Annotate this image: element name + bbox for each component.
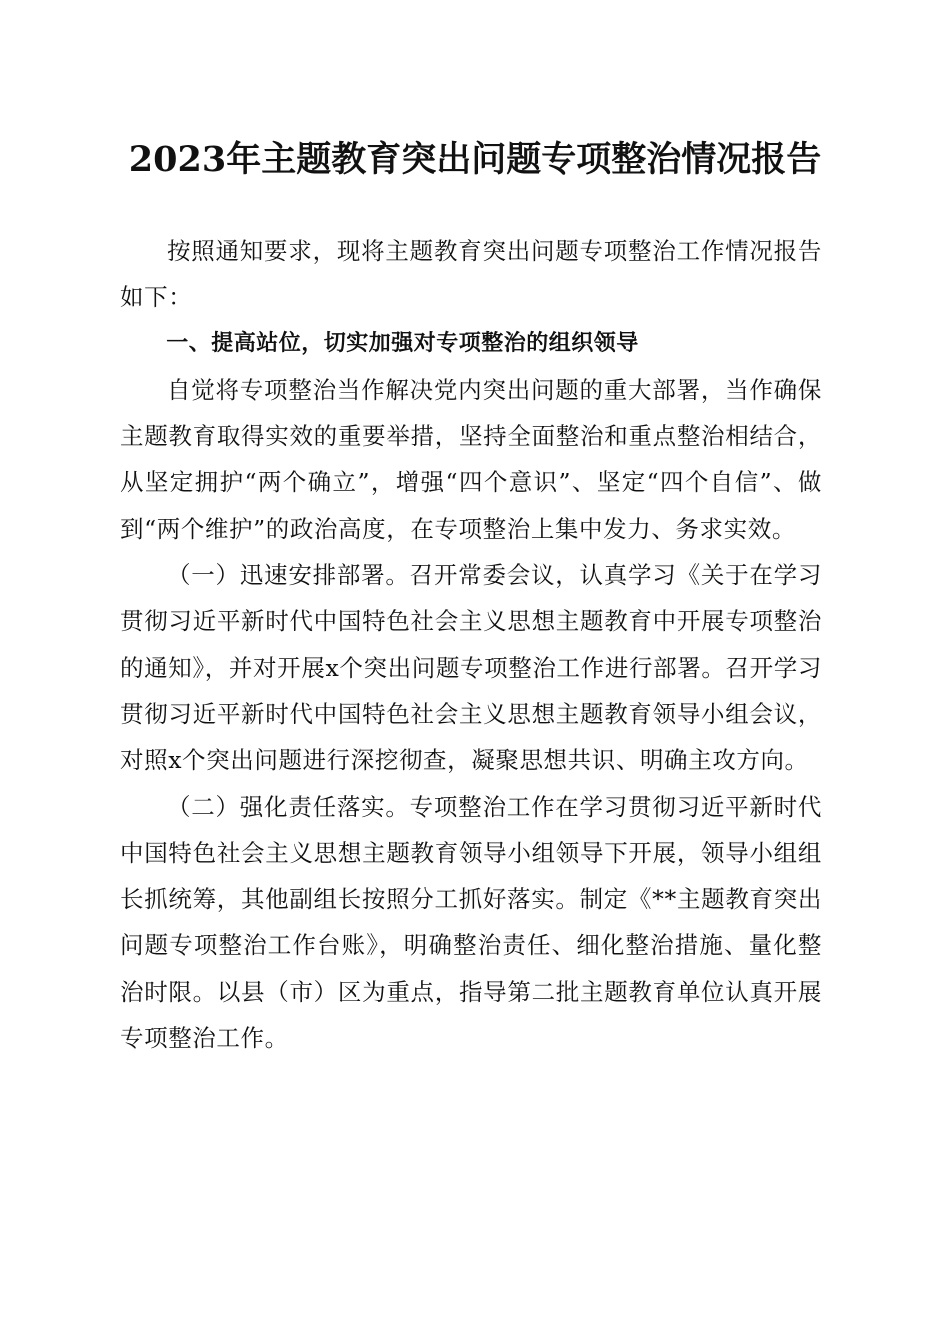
section-heading-1: 一、提高站位，切实加强对专项整治的组织领导: [166, 330, 639, 356]
subsection-1-paragraph: （一）迅速安排部署。召开常委会议，认真学习《关于在学习贯彻习近平新时代中国特色社会主义思想主题教育中开展专项整治的通知》，并对开展x个突出问题专项整治工作进行部署。召开学习贯彻习近平新时代中国特色社会主义思想主题教育领导小组会议，对照x个突出问题进行深挖彻查，凝聚思想共识、明确主攻方向。: [120, 561, 822, 775]
section-1-paragraph: 自觉将专项整治当作解决党内突出问题的重大部署，当作确保主题教育取得实效的重要举措，坚持全面整治和重点整治相结合，从坚定拥护“两个确立”，增强“四个意识”、坚定“四个自信”、做到“两个维护”的政治高度，在专项整治上集中发力、务求实效。: [120, 375, 822, 543]
intro-paragraph: 按照通知要求，现将主题教育突出问题专项整治工作情况报告如下：: [120, 237, 822, 312]
document-title: 2023年主题教育突出问题专项整治情况报告: [128, 139, 822, 180]
subsection-2-paragraph: （二）强化责任落实。专项整治工作在学习贯彻习近平新时代中国特色社会主义思想主题教育领导小组领导下开展，领导小组组长抓统筹，其他副组长按照分工抓好落实。制定《**主题教育突出问题专项整治工作台账》，明确整治责任、细化整治措施、量化整治时限。以县（市）区为重点，指导第二批主题教育单位认真开展专项整治工作。: [120, 792, 822, 1053]
document-body: [120, 228, 822, 1061]
